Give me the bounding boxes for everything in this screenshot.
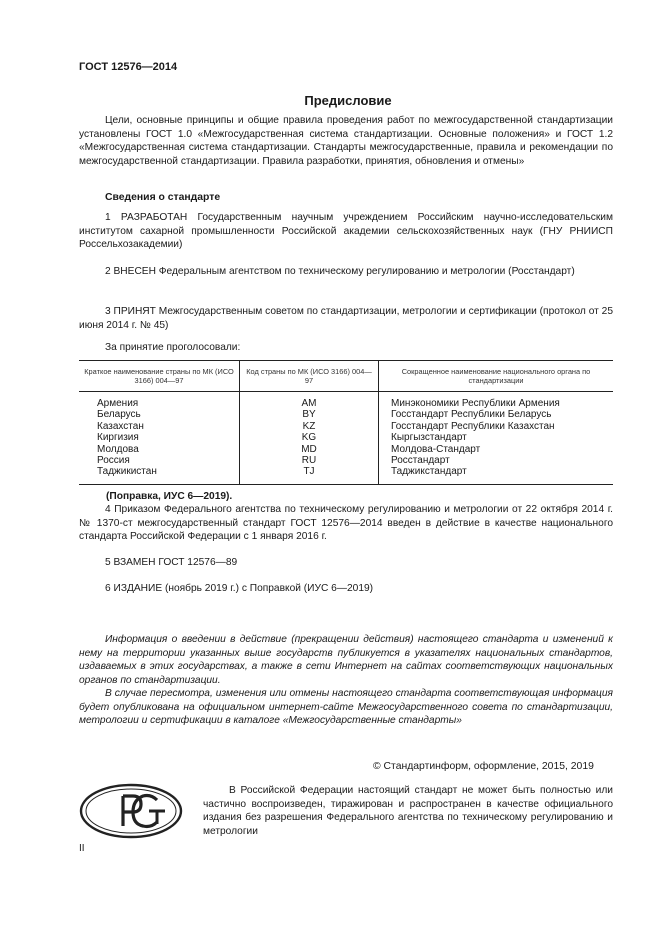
item-developed: 1 РАЗРАБОТАН Государственным научным учреждением Российским научно-исследовательским институтом сахарной промышленности Российской академии сельскохозяйственных наук (ГНУ РНИИСП Россельхозакадемии) — [79, 212, 613, 251]
legal-notice: В Российской Федерации настоящий стандарт не может быть полностью или частично воспроизведен, тиражирован и распространен в качестве официального издания без разрешения Федерального агентства по техническому регулированию и метрологии — [203, 785, 613, 837]
body-cell: Минэкономики Республики Армения — [391, 398, 560, 409]
intro-paragraph: Цели, основные принципы и общие правила проведения работ по межгосударственной стандартизации установлены ГОСТ 1.0 «Межгосударственная система стандартизации. Основные положения» и ГОСТ 1.2 «Межгосударственная система стандартизации. Стандарты межгосударственные, правила и рекомендации по межгосударственной стандартизации. Правила разработки, принятия, обновления и отмены» — [79, 115, 613, 167]
info-paragraph-2: В случае пересмотра, изменения или отмены настоящего стандарта соответствующая информация будет опубликована на официальном интернет-сайте Межгосударственного совета по стандартизации, метрологии и сертификации в каталоге «Межгосударственные стандарты» — [79, 688, 613, 727]
item-order: 4 Приказом Федерального агентства по техническому регулированию и метрологии от 22 октября 2014 г. № 1370-ст межгосударственный стандарт ГОСТ 12576—2014 введен в действие в качестве национального стандарта Российской Федерации с 1 января 2016 г. — [79, 504, 613, 543]
info-paragraph-1: Информация о введении в действие (прекращении действия) настоящего стандарта и изменений к нему на территории указанных выше государств публикуется в указателях национальных стандартов, издаваемых в этих государствах, а также в сети Интернет на сайтах соответствующих национальных органов по стандартизации. — [79, 634, 613, 686]
code-cell: TJ — [303, 466, 315, 478]
country-cell: Россия — [97, 455, 130, 467]
votes-table — [79, 360, 613, 485]
item-edition: 6 ИЗДАНИЕ (ноябрь 2019 г.) с Поправкой (ИУС 6—2019) — [105, 583, 374, 594]
code-cell: KG — [301, 432, 317, 444]
body-cell: Росстандарт — [391, 455, 450, 467]
amendment-note: (Поправка, ИУС 6—2019). — [106, 491, 233, 502]
table-header-row — [79, 361, 613, 392]
code-cell: AM — [301, 398, 317, 409]
code-cell: KZ — [302, 420, 316, 432]
item-introduced: 2 ВНЕСЕН Федеральным агентством по техническому регулированию и метрологии (Росстандарт) — [105, 266, 575, 277]
country-cell: Армения — [97, 398, 139, 409]
copyright: © Стандартинформ, оформление, 2015, 2019 — [373, 761, 594, 772]
code-cell: MD — [301, 443, 317, 455]
country-cell: Киргизия — [97, 432, 139, 444]
page-number: II — [79, 843, 85, 854]
country-cell: Таджикистан — [97, 466, 157, 478]
country-cell: Беларусь — [97, 409, 141, 421]
item-replaces: 5 ВЗАМЕН ГОСТ 12576—89 — [105, 557, 238, 568]
country-column — [79, 392, 240, 485]
item-adopted: 3 ПРИНЯТ Межгосударственным советом по стандартизации, метрологии и сертификации (протокол от 25 июня 2014 г. № 45) — [79, 306, 613, 331]
code-cell: RU — [301, 455, 317, 467]
body-cell: Госстандарт Республики Казахстан — [391, 420, 555, 432]
body-cell: Кыргызстандарт — [391, 432, 467, 444]
page-title: Предисловие — [304, 93, 392, 108]
voted-label: За принятие проголосовали: — [105, 342, 241, 353]
country-cell: Казахстан — [97, 420, 144, 432]
body-cell: Таджикстандарт — [391, 466, 467, 478]
table-header-country: Краткое наименование страны по МК (ИСО 3166) 004—97 — [79, 361, 240, 392]
code-column — [240, 392, 379, 485]
body-cell: Молдова-Стандарт — [391, 443, 481, 455]
table-row — [79, 392, 613, 485]
document-code: ГОСТ 12576—2014 — [79, 61, 178, 73]
rst-certification-logo — [79, 782, 183, 840]
code-cell: BY — [302, 409, 316, 421]
table-header-code: Код страны по МК (ИСО 3166) 004—97 — [240, 361, 379, 392]
body-column — [379, 392, 614, 485]
section-heading: Сведения о стандарте — [105, 192, 221, 203]
body-cell: Госстандарт Республики Беларусь — [391, 409, 552, 421]
country-cell: Молдова — [97, 443, 139, 455]
table-header-body: Сокращенное наименование национального органа по стандартизации — [379, 361, 614, 392]
